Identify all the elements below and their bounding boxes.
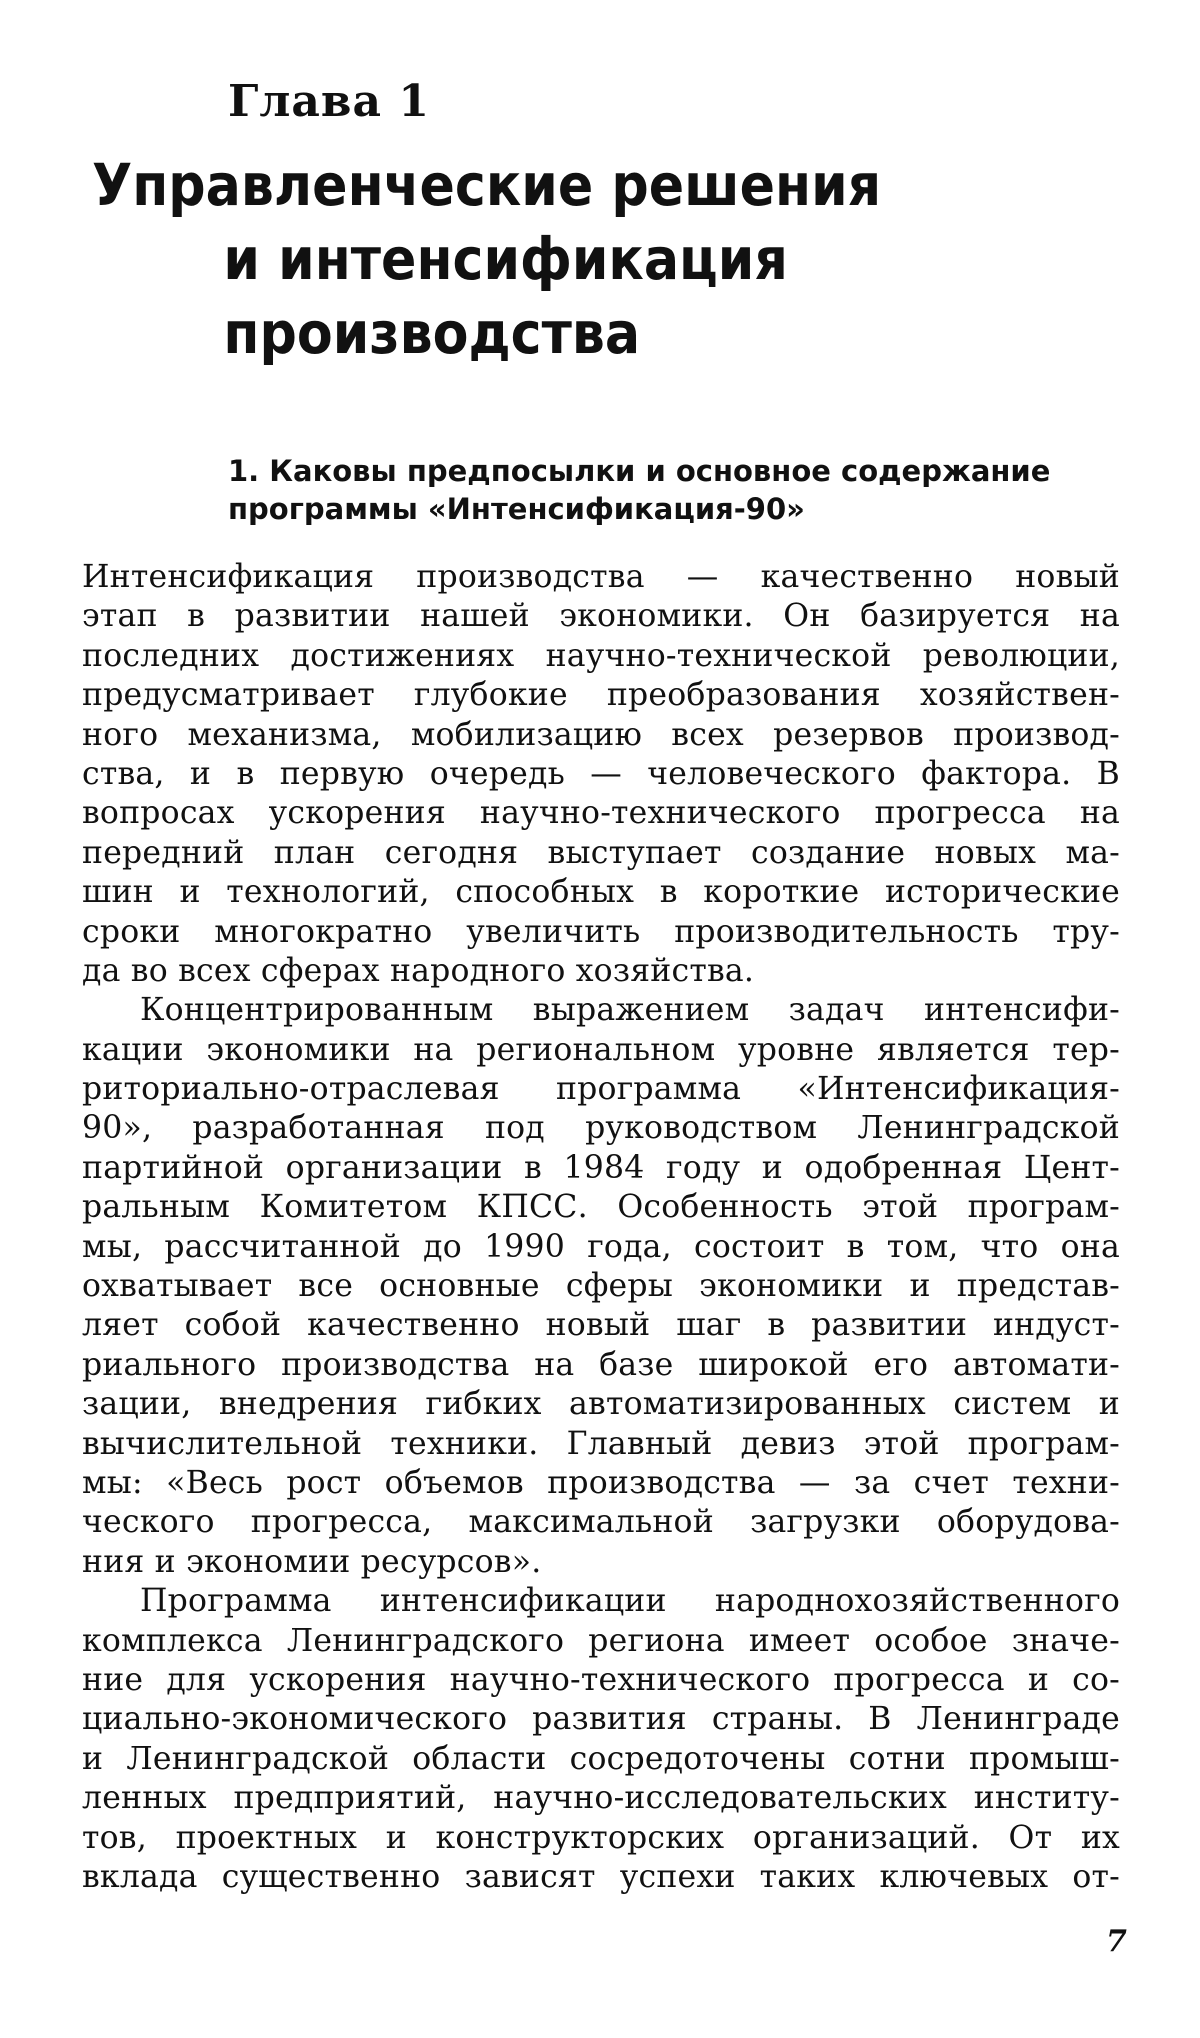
text-line: предусматривает глубокие преобразования хозяйствен- xyxy=(82,677,1120,714)
section-heading-line: 1. Каковы предпосылки и основное содержание xyxy=(228,454,1051,488)
section-heading xyxy=(228,452,1108,528)
chapter-title-line: производства xyxy=(223,299,641,367)
text-line: вопросах ускорения научно-технического прогресса на xyxy=(82,795,1120,832)
paragraph xyxy=(82,1582,1120,1897)
chapter-title xyxy=(92,148,881,370)
chapter-label: Глава 1 xyxy=(228,76,430,127)
text-line: охватывает все основные сферы экономики и представ- xyxy=(82,1268,1120,1305)
text-line: ческого прогресса, максимальной загрузки оборудова- xyxy=(82,1504,1120,1541)
text-line: Концентрированным выражением задач интенсифи- xyxy=(140,992,1120,1029)
text-line: 90», разработанная под руководством Ленинградской xyxy=(82,1110,1120,1147)
chapter-title-line: и интенсификация xyxy=(223,225,788,293)
text-line: ного механизма, мобилизацию всех резервов производ- xyxy=(82,716,1120,753)
text-line: комплекса Ленинградского региона имеет особое значе- xyxy=(82,1622,1120,1659)
text-line: ния и экономии ресурсов». xyxy=(82,1543,542,1580)
text-line: Программа интенсификации народнохозяйственного xyxy=(140,1583,1120,1620)
text-line: риального производства на базе широкой его автомати- xyxy=(82,1346,1120,1383)
text-line: ральным Комитетом КПСС. Особенность этой програм- xyxy=(82,1189,1120,1226)
text-line: этап в развитии нашей экономики. Он базируется на xyxy=(82,598,1120,635)
text-line: партийной организации в 1984 году и одобренная Цент- xyxy=(82,1149,1120,1186)
text-line: мы, рассчитанной до 1990 года, состоит в том, что она xyxy=(82,1228,1120,1265)
text-line: тов, проектных и конструкторских организаций. От их xyxy=(82,1819,1120,1856)
text-line: ние для ускорения научно-технического прогресса и со- xyxy=(82,1661,1120,1698)
text-line: зации, внедрения гибких автоматизированных систем и xyxy=(82,1386,1120,1423)
page-number: 7 xyxy=(1106,1924,1127,1959)
text-line: ства, и в первую очередь — человеческого фактора. В xyxy=(82,755,1120,792)
text-line: сроки многократно увеличить производительность тру- xyxy=(82,913,1120,950)
text-line: и Ленинградской области сосредоточены сотни промыш- xyxy=(82,1740,1120,1777)
text-line: мы: «Весь рост объемов производства — за счет техни- xyxy=(82,1464,1120,1501)
text-line: шин и технологий, способных в короткие исторические xyxy=(82,874,1120,911)
text-line: циально-экономического развития страны. В Ленинграде xyxy=(82,1701,1120,1738)
text-line: Интенсификация производства — качественно новый xyxy=(82,559,1120,595)
text-line: да во всех сферах народного хозяйства. xyxy=(82,952,755,989)
text-line: вычислительной техники. Главный девиз этой програм- xyxy=(82,1425,1120,1462)
paragraph xyxy=(82,991,1120,1582)
text-line: риториально-отраслевая программа «Интенсификация- xyxy=(82,1071,1120,1108)
text-line: последних достижениях научно-технической революции, xyxy=(82,637,1120,674)
text-line: ленных предприятий, научно-исследовательских институ- xyxy=(82,1780,1120,1817)
paragraph xyxy=(82,558,1120,991)
chapter-title-line: Управленческие решения xyxy=(92,151,882,219)
text-line: кации экономики на региональном уровне является тер- xyxy=(82,1031,1120,1068)
text-line: вклада существенно зависят успехи таких ключевых от- xyxy=(82,1858,1120,1895)
text-line: передний план сегодня выступает создание новых ма- xyxy=(82,834,1120,871)
body-text xyxy=(82,558,1120,1897)
text-line: ляет собой качественно новый шаг в развитии индуст- xyxy=(82,1307,1120,1344)
section-heading-line: программы «Интенсификация-90» xyxy=(228,492,805,526)
